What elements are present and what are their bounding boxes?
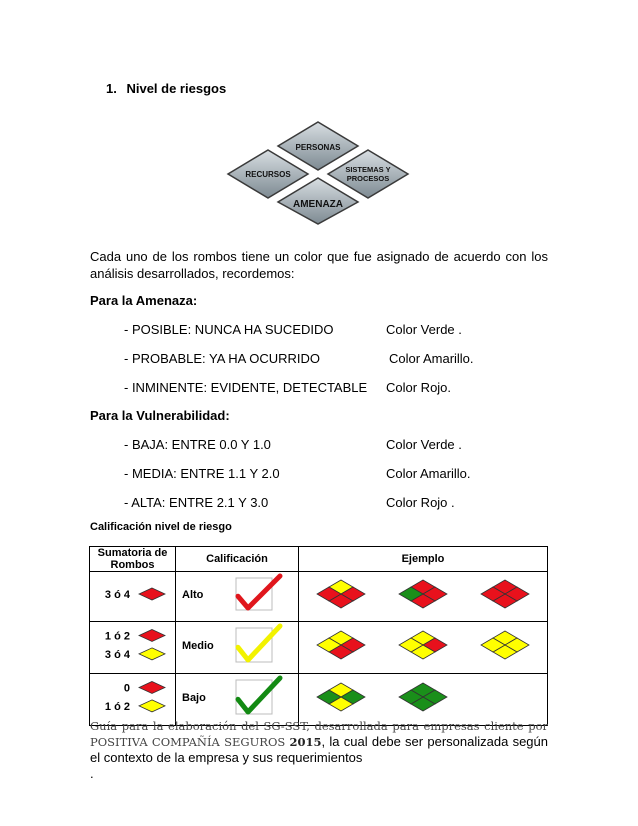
suma-text: 1 ó 2 bbox=[104, 630, 130, 643]
risk-rating-table bbox=[89, 546, 548, 726]
footer-dot: . bbox=[90, 766, 94, 781]
rating-label: Bajo bbox=[182, 692, 206, 704]
vulnerabilidad-color: Color Verde . bbox=[386, 437, 462, 452]
diamond bbox=[139, 681, 165, 693]
header-sumatoria: Sumatoria de Rombos bbox=[90, 547, 176, 572]
vulnerabilidad-color: Color Rojo . bbox=[386, 495, 455, 510]
label-sistemas-2: PROCESOS bbox=[346, 174, 390, 183]
footer-note bbox=[90, 718, 548, 782]
heading-number: 1. bbox=[106, 81, 117, 96]
risk-diamond-diagram bbox=[218, 120, 418, 225]
amenaza-item: - PROBABLE: YA HA OCURRIDO bbox=[124, 351, 321, 366]
amenaza-color: Color Verde . bbox=[386, 322, 462, 337]
diamond bbox=[139, 648, 165, 660]
calificacion-cell bbox=[176, 572, 299, 622]
label-sistemas-1: SISTEMAS Y bbox=[345, 165, 391, 174]
suma-text: 1 ó 2 bbox=[104, 700, 130, 713]
vulnerabilidad-item: - MEDIA: ENTRE 1.1 Y 2.0 bbox=[124, 466, 280, 481]
footer-year: 2015 bbox=[289, 735, 322, 749]
diamond bbox=[139, 700, 165, 712]
amenaza-color: Color Amarillo. bbox=[389, 351, 474, 366]
rating-label: Alto bbox=[182, 589, 204, 601]
calificacion-cell bbox=[176, 622, 299, 674]
vulnerabilidad-item: - ALTA: ENTRE 2.1 Y 3.0 bbox=[124, 495, 269, 510]
diamond bbox=[139, 588, 165, 600]
table-row bbox=[90, 572, 548, 622]
ejemplo-cell bbox=[299, 622, 548, 674]
diamond bbox=[139, 629, 165, 641]
header-calificacion: Calificación bbox=[176, 547, 299, 572]
vulnerabilidad-title: Para la Vulnerabilidad: bbox=[90, 408, 230, 423]
suma-cell bbox=[90, 572, 176, 622]
amenaza-item: - INMINENTE: EVIDENTE, DETECTABLE bbox=[124, 380, 368, 395]
calificacion-title: Calificación nivel de riesgo bbox=[90, 521, 232, 533]
vulnerabilidad-item: - BAJA: ENTRE 0.0 Y 1.0 bbox=[124, 437, 271, 452]
header-ejemplo: Ejemplo bbox=[299, 547, 548, 572]
suma-text: 3 ó 4 bbox=[104, 589, 130, 601]
vulnerabilidad-color: Color Amarillo. bbox=[386, 466, 471, 481]
rating-label: Medio bbox=[182, 640, 214, 652]
ejemplo-cell bbox=[299, 572, 548, 622]
label-amenaza: AMENAZA bbox=[293, 199, 343, 210]
table-row bbox=[90, 622, 548, 674]
label-recursos: RECURSOS bbox=[245, 170, 291, 179]
footer-part2: , la cual debe ser personalizada según el contexto de la empresa y sus requerimientos bbox=[90, 734, 548, 765]
section-heading bbox=[106, 81, 226, 96]
suma-text: 3 ó 4 bbox=[104, 648, 130, 661]
footer-part1: Guía para la elaboración del SG-SST, desarrollada para empresas cliente por POSITIVA COMPAÑÍA SEGUROS bbox=[90, 719, 548, 749]
label-personas: PERSONAS bbox=[295, 143, 341, 152]
intro-paragraph: Cada uno de los rombos tiene un color que fue asignado de acuerdo con los análisis desarrollados, recordemos: bbox=[90, 249, 548, 281]
suma-cell bbox=[90, 622, 176, 674]
amenaza-item: - POSIBLE: NUNCA HA SUCEDIDO bbox=[124, 322, 334, 337]
heading-title: Nivel de riesgos bbox=[126, 81, 227, 96]
amenaza-title: Para la Amenaza: bbox=[90, 293, 198, 308]
suma-text: 0 bbox=[123, 682, 130, 695]
amenaza-color: Color Rojo. bbox=[386, 380, 452, 395]
